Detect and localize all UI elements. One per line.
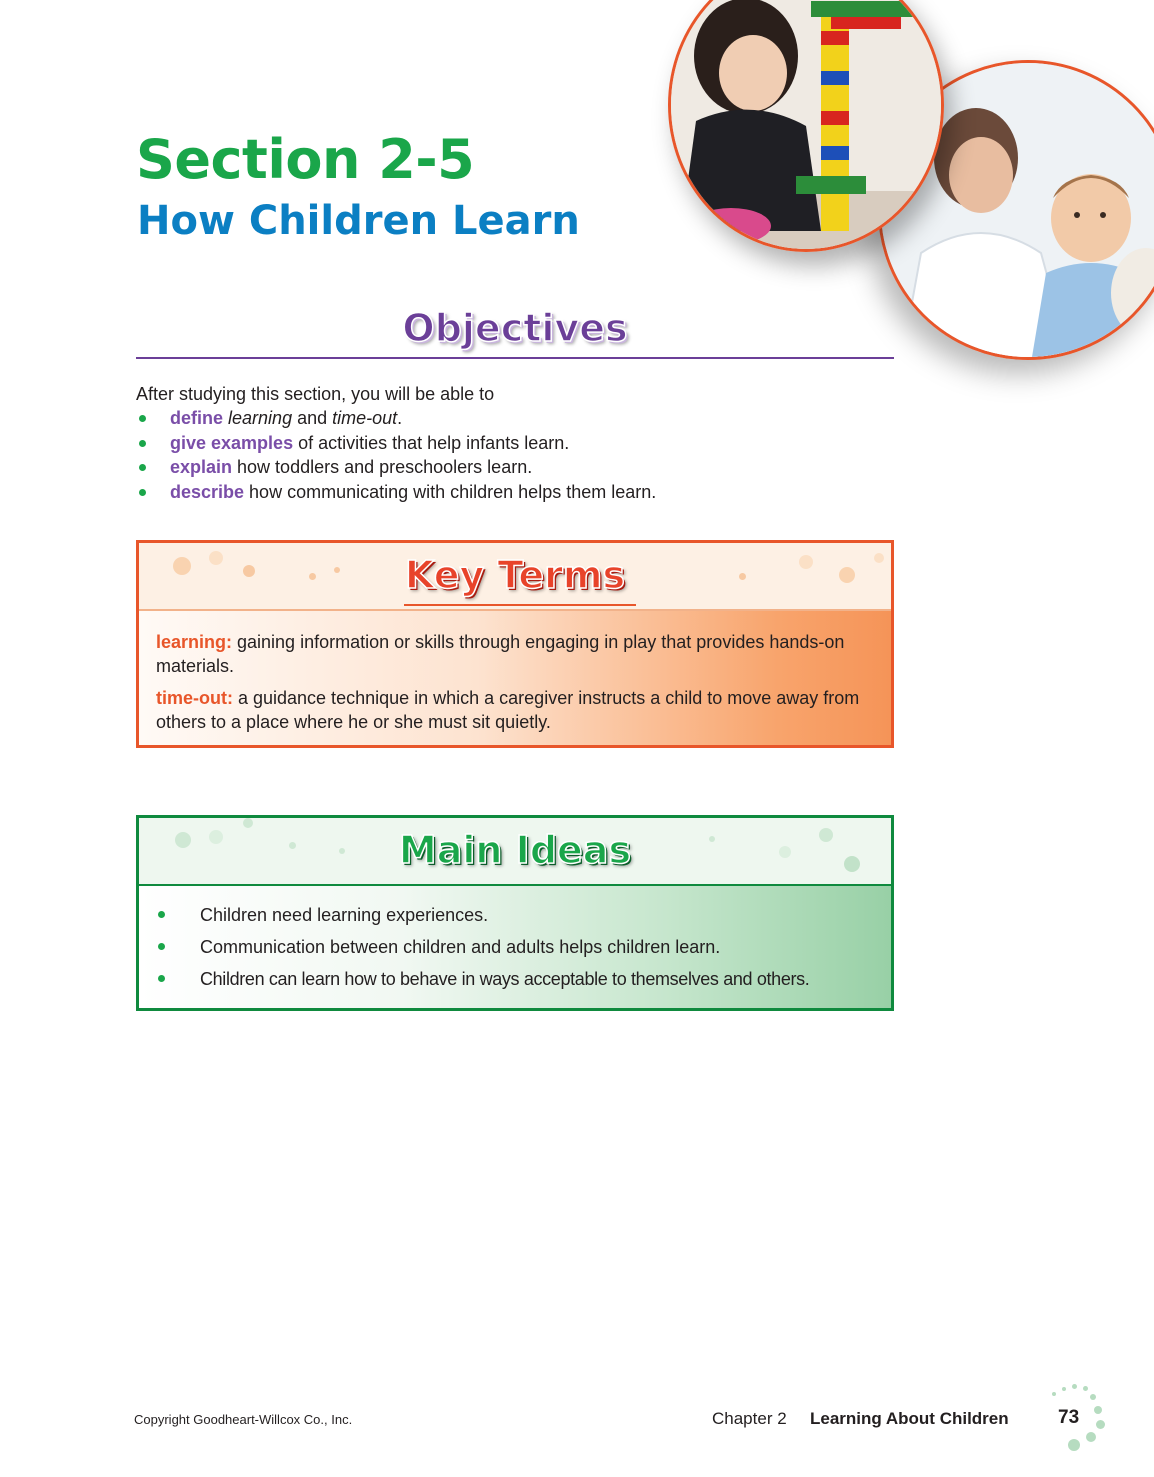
term-definition: time-out: a guidance technique in which a caregiver instructs a child to move away from others to a place where he or she must sit quietly.	[156, 688, 860, 732]
footer-chapter-label: Chapter 2	[712, 1409, 787, 1428]
objective-item: define learning and time-out.	[136, 408, 656, 433]
term-definition: learning: gaining information or skills through engaging in play that provides hands-on materials.	[156, 632, 845, 676]
bullet-icon	[158, 911, 165, 918]
objectives-divider	[136, 357, 894, 359]
footer-chapter-title: Learning About Children	[810, 1409, 1009, 1428]
objective-item: give examples of activities that help infants learn.	[136, 433, 656, 458]
bullet-icon	[139, 415, 146, 422]
bullet-icon	[139, 440, 146, 447]
main-ideas-list	[156, 904, 809, 1000]
girl-blocks-photo	[668, 0, 944, 252]
section-number-heading: Section 2-5	[136, 128, 475, 191]
key-terms-box	[136, 540, 894, 748]
objective-item: describe how communicating with children helps them learn.	[136, 482, 656, 507]
bullet-icon	[139, 464, 146, 471]
term-learning: learning	[228, 408, 293, 428]
footer-dots-decoration	[1050, 1382, 1110, 1462]
objectives-heading: Objectives	[402, 306, 628, 350]
bullet-icon	[139, 489, 146, 496]
footer-copyright: Copyright Goodheart-Willcox Co., Inc.	[134, 1412, 353, 1427]
objectives-intro: After studying this section, you will be able to	[136, 384, 495, 404]
bullet-icon	[158, 943, 165, 950]
girl-blocks-illustration	[671, 0, 944, 252]
page-number: 73	[1058, 1407, 1080, 1428]
main-idea-item: Children need learning experiences.	[156, 904, 809, 936]
main-ideas-heading: Main Ideas	[398, 828, 632, 872]
section-title-heading: How Children Learn	[137, 198, 580, 244]
objectives-list	[136, 408, 656, 506]
objective-item: explain how toddlers and preschoolers learn.	[136, 457, 656, 482]
main-ideas-header	[139, 818, 891, 886]
key-terms-divider	[404, 604, 636, 606]
main-idea-item: Communication between children and adults helps children learn.	[156, 936, 809, 968]
term-time-out: time-out	[332, 408, 398, 428]
bullet-icon	[158, 975, 165, 982]
key-terms-header	[139, 543, 891, 611]
main-ideas-box	[136, 815, 894, 1011]
key-terms-heading: Key Terms	[404, 553, 626, 597]
main-idea-item: Children can learn how to behave in ways acceptable to themselves and others.	[156, 968, 809, 1000]
